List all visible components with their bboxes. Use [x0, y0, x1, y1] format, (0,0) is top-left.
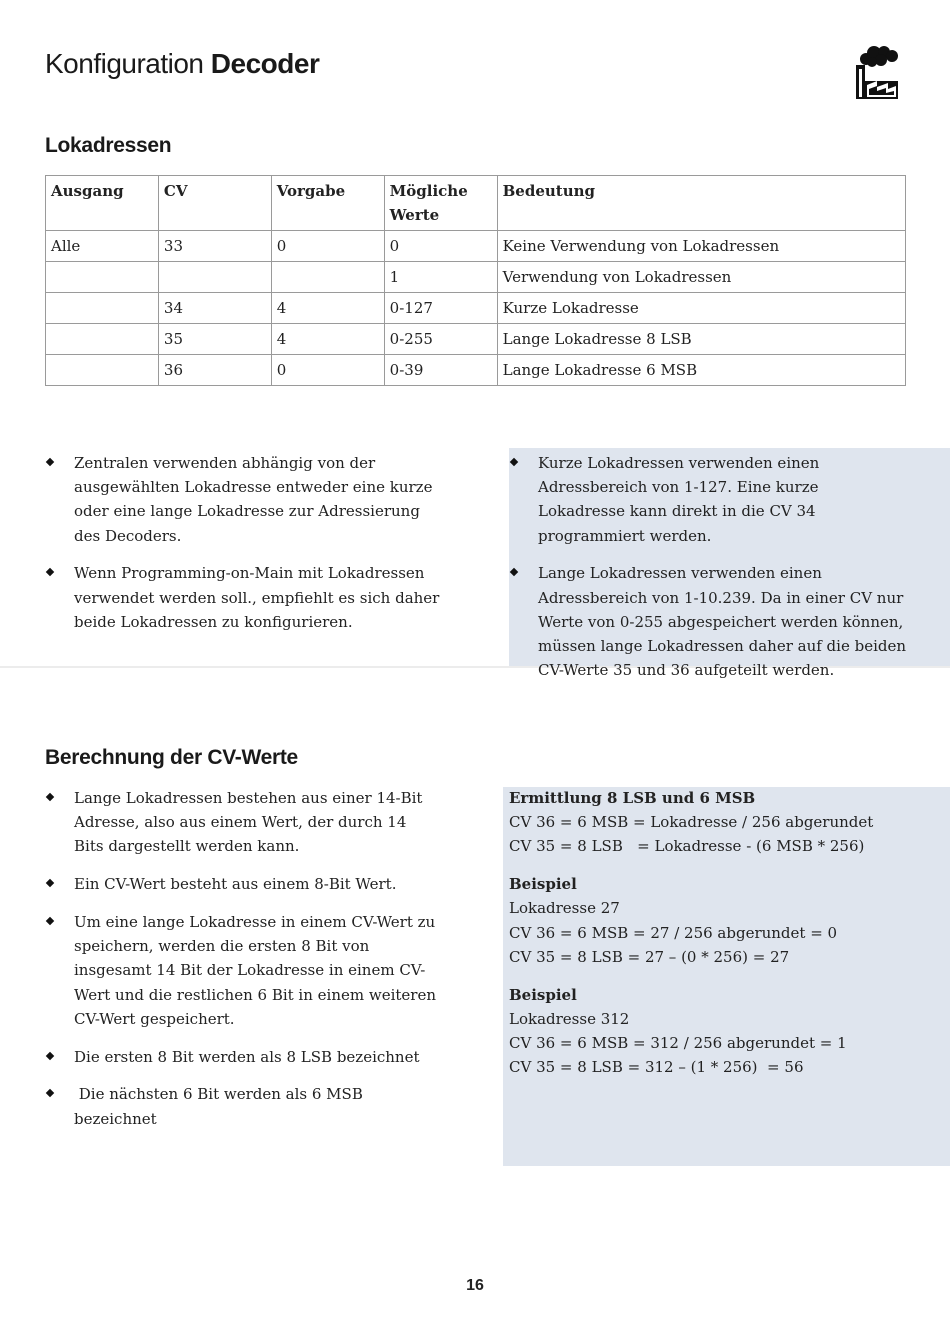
table-cell [271, 262, 384, 293]
diamond-bullet-icon [46, 458, 54, 466]
diamond-bullet-icon [510, 568, 518, 576]
table-cell: 35 [158, 324, 271, 355]
list-item: Ein CV-Wert besteht aus einem 8-Bit Wert. [45, 872, 440, 896]
diamond-bullet-icon [46, 1051, 54, 1059]
formula-msb: CV 36 = 6 MSB = Lokadresse / 256 abgerundet [509, 813, 874, 832]
example-312 [509, 983, 873, 1080]
column-header-cv: CV [158, 176, 271, 231]
table-cell: Kurze Lokadresse [497, 293, 905, 324]
table-cell [46, 293, 159, 324]
diamond-bullet-icon [46, 1089, 54, 1097]
table-cell: 36 [158, 355, 271, 386]
table-cell [46, 355, 159, 386]
diamond-bullet-icon [46, 917, 54, 925]
diamond-bullet-icon [46, 793, 54, 801]
table-cell: Keine Verwendung von Lokadressen [497, 231, 905, 262]
example-lsb: CV 35 = 8 LSB = 27 – (0 * 256) = 27 [509, 947, 790, 966]
table-row [46, 293, 906, 324]
table-cell: Alle [46, 231, 159, 262]
berechnung-left-list [45, 786, 440, 1144]
list-item: Zentralen verwenden abhängig von der ausgewählten Lokadresse entweder eine kurze oder eine lange Lokadresse zur Adressierung des Decoders. [45, 451, 440, 548]
example-label: Beispiel [509, 985, 577, 1004]
example-label: Beispiel [509, 875, 577, 894]
table-cell: 4 [271, 324, 384, 355]
cv-table [45, 175, 906, 386]
table-cell: 33 [158, 231, 271, 262]
table-cell [158, 262, 271, 293]
table-cell: 0 [384, 231, 497, 262]
section-heading-berechnung: Berechnung der CV-Werte [45, 746, 298, 769]
table-cell: 4 [271, 293, 384, 324]
table-cell: 0-39 [384, 355, 497, 386]
table-row [46, 262, 906, 293]
table-row [46, 231, 906, 262]
example-27 [509, 872, 873, 969]
list-item: Lange Lokadressen verwenden einen Adressbereich von 1-10.239. Da in einer CV nur Werte von 0-255 abgespeichert werden können, müssen lange Lokadressen daher auf die beiden CV-Werte 35 und 36 aufgeteilt werden. [509, 561, 909, 682]
table-cell: 1 [384, 262, 497, 293]
example-lsb: CV 35 = 8 LSB = 312 – (1 * 256) = 56 [509, 1058, 804, 1077]
calculation-box [509, 786, 873, 1093]
column-header-vorgabe: Vorgabe [271, 176, 384, 231]
example-address: Lokadresse 312 [509, 1009, 630, 1028]
section-heading-lokadressen: Lokadressen [45, 134, 172, 157]
diamond-bullet-icon [46, 879, 54, 887]
list-item: Die ersten 8 Bit werden als 8 LSB bezeichnet [45, 1045, 440, 1069]
page-title-regular: Konfiguration [45, 48, 204, 79]
calculation-formula [509, 786, 873, 859]
diamond-bullet-icon [510, 458, 518, 466]
list-item: Um eine lange Lokadresse in einem CV-Wert zu speichern, werden die ersten 8 Bit von insgesamt 14 Bit der Lokadresse in einem CV-Wert und die restlichen 6 Bit in einem weiteren CV-Wert gespeichert. [45, 910, 440, 1031]
list-item: Lange Lokadressen bestehen aus einer 14-Bit Adresse, also aus einem Wert, der durch 14 Bits dargestellt werden kann. [45, 786, 440, 859]
table-cell: Lange Lokadresse 6 MSB [497, 355, 905, 386]
page-number: 16 [466, 1277, 484, 1294]
calculation-title: Ermittlung 8 LSB und 6 MSB [509, 789, 756, 807]
list-item: Wenn Programming-on-Main mit Lokadressen verwendet werden soll., empfiehlt es sich daher beide Lokadressen zu konfigurieren. [45, 561, 440, 634]
column-header-ausgang: Ausgang [46, 176, 159, 231]
factory-icon [852, 45, 902, 101]
table-cell: Lange Lokadresse 8 LSB [497, 324, 905, 355]
list-item: Die nächsten 6 Bit werden als 6 MSB bezeichnet [45, 1082, 440, 1130]
table-row [46, 324, 906, 355]
example-address: Lokadresse 27 [509, 899, 620, 918]
table-cell: 0 [271, 355, 384, 386]
table-cell: 0 [271, 231, 384, 262]
column-header-moegliche-werte: Mögliche Werte [384, 176, 497, 231]
lokadressen-right-list [509, 451, 909, 696]
example-msb: CV 36 = 6 MSB = 27 / 256 abgerundet = 0 [509, 923, 838, 942]
page-title-bold: Decoder [210, 48, 320, 79]
column-header-bedeutung: Bedeutung [497, 176, 905, 231]
page-title [45, 48, 319, 80]
list-item: Kurze Lokadressen verwenden einen Adressbereich von 1-127. Eine kurze Lokadresse kann direkt in die CV 34 programmiert werden. [509, 451, 909, 548]
table-cell [46, 262, 159, 293]
table-header-row [46, 176, 906, 231]
table-cell: 0-255 [384, 324, 497, 355]
table-cell: Verwendung von Lokadressen [497, 262, 905, 293]
diamond-bullet-icon [46, 568, 54, 576]
formula-lsb: CV 35 = 8 LSB = Lokadresse - (6 MSB * 256) [509, 837, 865, 856]
lokadressen-left-list [45, 451, 440, 648]
table-row [46, 355, 906, 386]
table-cell: 0-127 [384, 293, 497, 324]
table-cell [46, 324, 159, 355]
table-cell: 34 [158, 293, 271, 324]
example-msb: CV 36 = 6 MSB = 312 / 256 abgerundet = 1 [509, 1034, 847, 1053]
